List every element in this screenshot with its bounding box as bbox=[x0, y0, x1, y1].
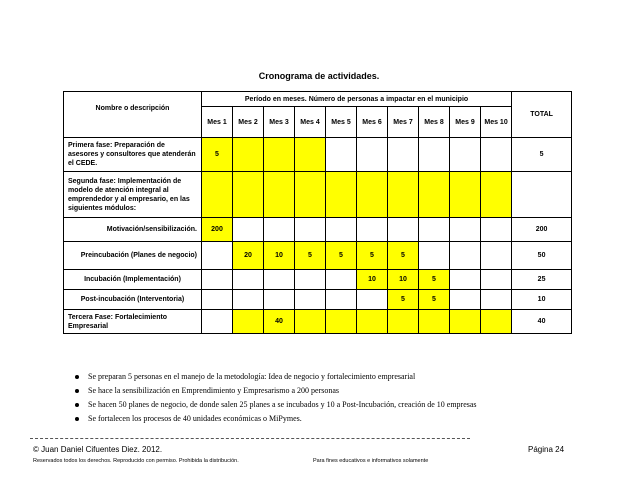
month-cell bbox=[326, 270, 357, 290]
month-cell bbox=[233, 290, 264, 310]
month-header: Mes 8 bbox=[419, 107, 450, 138]
month-cell bbox=[264, 270, 295, 290]
month-cell bbox=[419, 310, 450, 334]
row-description: Post-incubación (Interventoria) bbox=[64, 290, 202, 310]
row-total: 50 bbox=[512, 242, 572, 270]
month-cell: 20 bbox=[233, 242, 264, 270]
month-header: Mes 2 bbox=[233, 107, 264, 138]
month-cell: 5 bbox=[357, 242, 388, 270]
month-cell bbox=[388, 172, 419, 218]
month-cell bbox=[481, 242, 512, 270]
footer-divider bbox=[30, 438, 470, 439]
month-cell: 5 bbox=[202, 138, 233, 172]
month-header: Mes 6 bbox=[357, 107, 388, 138]
table-row bbox=[64, 310, 572, 334]
month-cell bbox=[202, 242, 233, 270]
month-cell: 5 bbox=[388, 290, 419, 310]
name-header: Nombre o descripción bbox=[64, 92, 202, 138]
month-cell bbox=[233, 172, 264, 218]
month-cell bbox=[357, 310, 388, 334]
month-cell bbox=[295, 172, 326, 218]
month-cell bbox=[326, 290, 357, 310]
table-row bbox=[64, 290, 572, 310]
month-cell: 5 bbox=[326, 242, 357, 270]
list-item: Se fortalecen los procesos de 40 unidades económicas o MiPymes. bbox=[88, 412, 477, 426]
table-row bbox=[64, 138, 572, 172]
month-cell bbox=[419, 218, 450, 242]
month-cell bbox=[202, 290, 233, 310]
total-header: TOTAL bbox=[512, 92, 572, 138]
month-cell bbox=[326, 138, 357, 172]
month-cell: 40 bbox=[264, 310, 295, 334]
month-header: Mes 10 bbox=[481, 107, 512, 138]
month-cell bbox=[233, 218, 264, 242]
page-title: Cronograma de actividades. bbox=[258, 71, 380, 81]
period-header: Período en meses. Número de personas a impactar en el municipio bbox=[202, 92, 512, 107]
schedule-table bbox=[63, 91, 572, 334]
month-cell: 5 bbox=[419, 270, 450, 290]
row-total: 200 bbox=[512, 218, 572, 242]
row-description: Tercera Fase: Fortalecimiento Empresarial bbox=[64, 310, 202, 334]
month-cell bbox=[233, 270, 264, 290]
month-cell bbox=[450, 270, 481, 290]
row-total: 10 bbox=[512, 290, 572, 310]
month-cell bbox=[450, 290, 481, 310]
month-cell bbox=[295, 290, 326, 310]
list-item: Se hace la sensibilización en Emprendimiento y Empresarismo a 200 personas bbox=[88, 384, 477, 398]
month-cell bbox=[233, 310, 264, 334]
month-cell: 5 bbox=[388, 242, 419, 270]
month-cell bbox=[450, 242, 481, 270]
month-cell bbox=[450, 310, 481, 334]
month-cell bbox=[419, 242, 450, 270]
row-description: Incubación (Implementación) bbox=[64, 270, 202, 290]
month-cell bbox=[481, 138, 512, 172]
month-cell: 5 bbox=[295, 242, 326, 270]
schedule-body bbox=[64, 92, 572, 334]
row-description: Segunda fase: Implementación de modelo de atención integral al emprendedor y al empresario, en las siguientes módulos: bbox=[64, 172, 202, 218]
month-header: Mes 5 bbox=[326, 107, 357, 138]
month-header: Mes 7 bbox=[388, 107, 419, 138]
month-cell bbox=[202, 310, 233, 334]
month-cell bbox=[233, 138, 264, 172]
footer-rights: Reservados todos los derechos. Reproducido con permiso. Prohibida la distribución. bbox=[33, 458, 239, 464]
list-item: Se hacen 50 planes de negocio, de donde salen 25 planes a se incubados y 10 a Post-Incubación, creación de 10 empresas bbox=[88, 398, 477, 412]
month-cell: 10 bbox=[357, 270, 388, 290]
month-cell bbox=[357, 290, 388, 310]
month-cell bbox=[295, 270, 326, 290]
month-header: Mes 4 bbox=[295, 107, 326, 138]
table-row bbox=[64, 172, 572, 218]
summary-bullets bbox=[70, 370, 477, 426]
month-cell: 10 bbox=[264, 242, 295, 270]
row-total: 25 bbox=[512, 270, 572, 290]
month-cell bbox=[295, 218, 326, 242]
month-cell bbox=[388, 218, 419, 242]
month-cell bbox=[326, 172, 357, 218]
table-row bbox=[64, 218, 572, 242]
header-row-period bbox=[64, 92, 572, 107]
month-cell bbox=[202, 172, 233, 218]
month-cell bbox=[481, 172, 512, 218]
table-row bbox=[64, 242, 572, 270]
month-cell bbox=[295, 310, 326, 334]
month-cell bbox=[357, 172, 388, 218]
month-cell: 5 bbox=[419, 290, 450, 310]
footer-copyright: © Juan Daniel Cifuentes Diez. 2012. bbox=[33, 445, 163, 454]
month-cell bbox=[388, 138, 419, 172]
month-cell bbox=[419, 138, 450, 172]
month-cell bbox=[357, 218, 388, 242]
month-cell bbox=[202, 270, 233, 290]
month-cell bbox=[481, 290, 512, 310]
month-cell bbox=[264, 290, 295, 310]
month-header: Mes 9 bbox=[450, 107, 481, 138]
row-description: Primera fase: Preparación de asesores y consultores que atenderán el CEDE. bbox=[64, 138, 202, 172]
month-cell bbox=[264, 138, 295, 172]
month-cell bbox=[481, 310, 512, 334]
month-cell bbox=[357, 138, 388, 172]
month-cell bbox=[419, 172, 450, 218]
row-total: 5 bbox=[512, 138, 572, 172]
month-cell bbox=[388, 310, 419, 334]
row-description: Preincubación (Planes de negocio) bbox=[64, 242, 202, 270]
month-cell: 200 bbox=[202, 218, 233, 242]
month-cell bbox=[264, 172, 295, 218]
table-row bbox=[64, 270, 572, 290]
month-cell bbox=[450, 138, 481, 172]
month-cell bbox=[326, 310, 357, 334]
page-number: Página 24 bbox=[528, 445, 565, 454]
row-total bbox=[512, 172, 572, 218]
month-cell bbox=[295, 138, 326, 172]
month-cell bbox=[326, 218, 357, 242]
row-description: Motivación/sensibilización. bbox=[64, 218, 202, 242]
month-cell: 10 bbox=[388, 270, 419, 290]
month-cell bbox=[264, 218, 295, 242]
month-header: Mes 1 bbox=[202, 107, 233, 138]
row-total: 40 bbox=[512, 310, 572, 334]
list-item: Se preparan 5 personas en el manejo de la metodología: Idea de negocio y fortalecimiento empresarial bbox=[88, 370, 477, 384]
month-cell bbox=[481, 218, 512, 242]
month-cell bbox=[450, 218, 481, 242]
month-header: Mes 3 bbox=[264, 107, 295, 138]
month-cell bbox=[481, 270, 512, 290]
footer-educational: Para fines educativos e informativos solamente bbox=[313, 458, 429, 464]
month-cell bbox=[450, 172, 481, 218]
